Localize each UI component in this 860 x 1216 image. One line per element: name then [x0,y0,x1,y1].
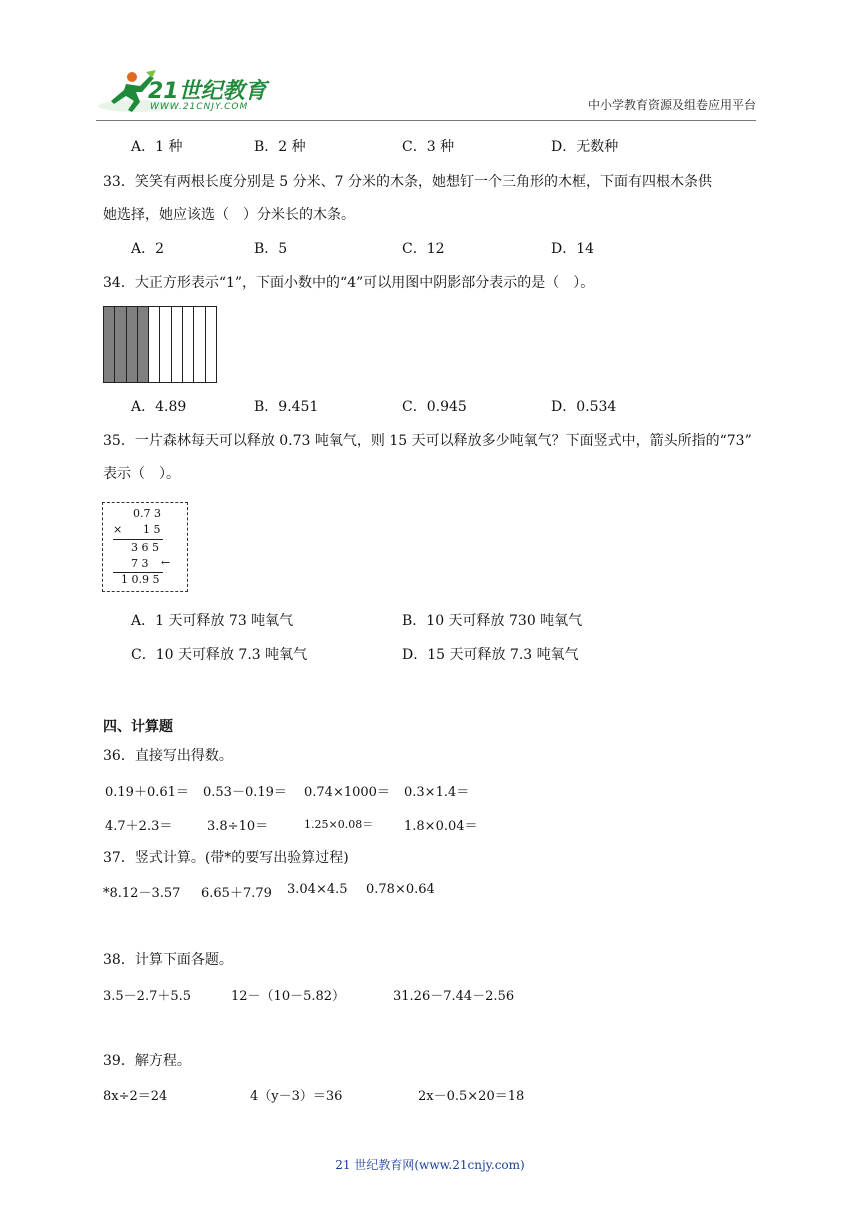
blank-strip [160,307,171,382]
q33-option-c: C．12 [402,241,445,257]
blank-strip [149,307,160,382]
q33-stem-line1: 33．笑笑有两根长度分别是 5 分米、7 分米的木条，她想钉一个三角形的木框，下面有四根木条供 [103,174,712,190]
q36-item: 0.19＋0.61＝ [105,785,189,800]
q35-vertical-calc-box [102,502,188,592]
q34-figure-strips [103,306,217,383]
q34-option-b: B．9.451 [254,399,319,415]
q37-stem: 37．竖式计算。(带*的要写出验算过程) [103,850,349,866]
q38-stem: 38．计算下面各题。 [103,952,233,968]
calc-row-partial-1: 3 6 5 [131,541,159,554]
q37-item: 6.65＋7.79 [201,886,272,901]
q34-option-c: C．0.945 [402,399,467,415]
q34-stem: 34．大正方形表示“1”，下面小数中的“4”可以用图中阴影部分表示的是（ ）。 [103,275,595,291]
calc-row-multiplicand: 0.7 3 [133,507,161,520]
header-divider [96,120,756,121]
q39-stem: 39．解方程。 [103,1053,191,1069]
footer-site: 21 世纪教育网(www.21cnjy.com) [335,1158,525,1172]
q35-option-a: A．1 天可释放 73 吨氧气 [131,613,294,629]
q37-item: *8.12－3.57 [103,886,181,901]
calc-row-partial-2: 7 3 [131,557,149,570]
blank-strip [183,307,194,382]
q32-option-a: A．1 种 [131,139,183,155]
q36-item: 0.74×1000＝ [304,785,390,800]
q36-item: 3.8÷10＝ [207,819,269,834]
q37-item: 0.78×0.64 [366,882,435,897]
calc-row-result: 1 0.9 5 [121,573,160,586]
blank-strip [194,307,205,382]
q34-option-d: D．0.534 [551,399,617,415]
q39-item: 8x÷2＝24 [103,1089,168,1104]
q35-option-b: B．10 天可释放 730 吨氧气 [402,613,583,629]
q39-item: 4（y－3）＝36 [250,1089,343,1104]
q38-item: 12－（10－5.82） [231,989,346,1004]
q33-option-a: A．2 [131,241,165,257]
calc-multiply-sign: × [113,523,123,536]
q36-item: 1.8×0.04＝ [404,819,478,834]
q39-item: 2x－0.5×20＝18 [418,1089,525,1104]
q36-item: 0.3×1.4＝ [404,785,470,800]
q35-option-d: D．15 天可释放 7.3 吨氧气 [402,647,579,663]
shaded-strip [127,307,138,382]
blank-strip [172,307,183,382]
header-platform: 中小学教育资源及组卷应用平台 [587,98,756,112]
shaded-strip [115,307,126,382]
shaded-strip [138,307,149,382]
q38-item: 3.5－2.7＋5.5 [103,989,192,1004]
logo-text: 21世纪教育 [148,79,267,104]
q35-stem-line1: 35．一片森林每天可以释放 0.73 吨氧气，则 15 天可以释放多少吨氧气？下面竖式中，箭头所指的“73” [103,433,752,449]
logo-url: WWW.21CNJY.COM [150,102,249,112]
q36-stem: 36．直接写出得数。 [103,748,233,764]
q37-item: 3.04×4.5 [287,882,348,897]
shaded-strip [104,307,115,382]
q36-item: 4.7＋2.3＝ [105,819,173,834]
q36-item: 1.25×0.08＝ [304,818,374,831]
q34-option-a: A．4.89 [131,399,187,415]
q33-option-b: B．5 [254,241,288,257]
calc-line-1 [113,539,163,540]
calc-row-multiplier: 1 5 [143,523,161,536]
q36-item: 0.53－0.19＝ [203,785,287,800]
q32-option-b: B．2 种 [254,139,306,155]
section-title-calculation: 四、计算题 [103,719,173,735]
q35-stem-line2: 表示（ ）。 [103,466,180,482]
q38-item: 31.26－7.44－2.56 [393,989,515,1004]
calc-arrow-icon: ← [161,556,171,569]
q32-option-d: D．无数种 [551,139,619,155]
q33-stem-line2: 她选择，她应该选（ ）分米长的木条。 [103,207,355,223]
q33-option-d: D．14 [551,241,595,257]
q32-option-c: C．3 种 [402,139,455,155]
blank-strip [206,307,216,382]
q35-option-c: C．10 天可释放 7.3 吨氧气 [131,647,308,663]
